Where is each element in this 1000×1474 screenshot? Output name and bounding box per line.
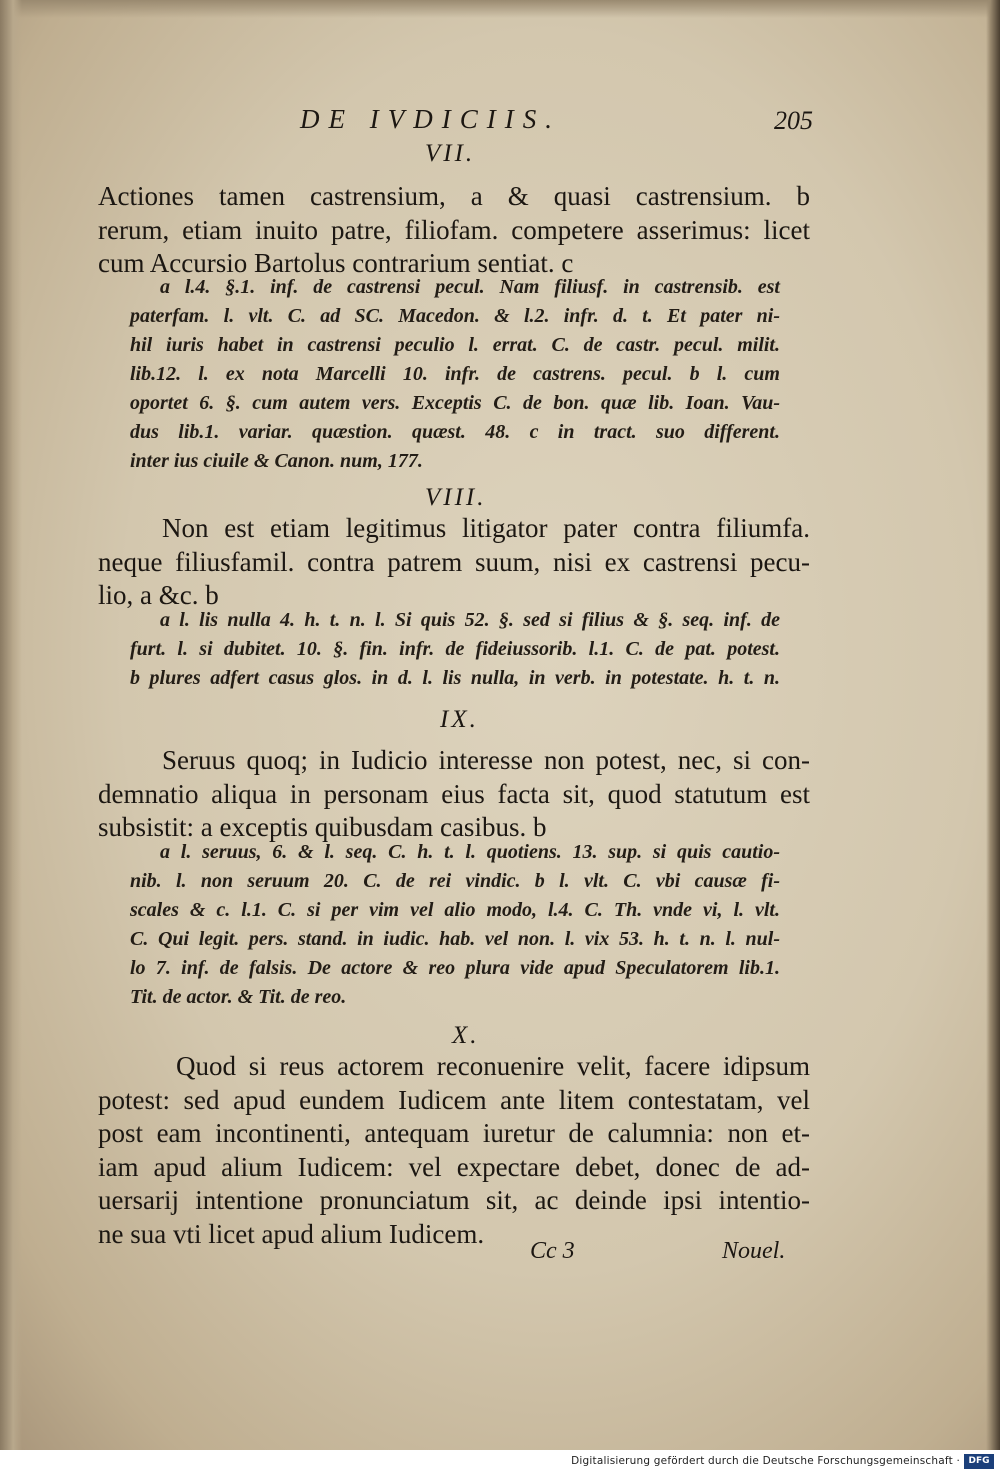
body-line: iam apud alium Iudicem: vel expectare debet, donec de ad- xyxy=(98,1151,810,1182)
note-line: oportet 6. §. cum autem vers. Exceptis C. de bon. quæ lib. Ioan. Vau- xyxy=(130,392,780,414)
note-line: lib.12. l. ex nota Marcelli 10. infr. de castrens. pecul. b l. cum xyxy=(130,363,780,385)
section-vii-notes xyxy=(130,273,780,476)
note-line: a l.4. §.1. inf. de castrensi pecul. Nam filiusf. in castrensib. est xyxy=(160,276,780,298)
body-line: post eam incontinenti, antequam iuretur de calumnia: non et- xyxy=(98,1118,810,1148)
section-viii-body xyxy=(98,512,810,613)
section-numeral-vii: VII. xyxy=(425,140,476,167)
body-line: uersarij intentione pronunciatum sit, ac deinde ipsi intentio- xyxy=(98,1185,810,1215)
section-numeral-ix: IX. xyxy=(440,706,479,733)
note-line: Tit. de actor. & Tit. de reo. xyxy=(130,986,347,1008)
body-line: subsistit: a exceptis quibusdam casibus. b xyxy=(98,812,547,842)
page-right-shadow xyxy=(986,0,1000,1450)
section-numeral-x: X. xyxy=(452,1022,480,1049)
section-numeral-viii: VIII. xyxy=(425,484,487,511)
note-line: nib. l. non seruum 20. C. de rei vindic. b l. vlt. C. vbi causæ fi- xyxy=(130,870,780,892)
section-viii-notes xyxy=(130,606,780,693)
body-line: cum Accursio Bartolus contrarium sentiat. c xyxy=(98,248,574,278)
body-line: potest: sed apud eundem Iudicem ante litem contestatam, vel xyxy=(98,1084,810,1115)
funding-credit: Digitalisierung gefördert durch die Deutsche Forschungsgemeinschaft · xyxy=(571,1455,960,1467)
note-line: hil iuris habet in castrensi peculio l. errat. C. de castr. pecul. milit. xyxy=(130,334,780,356)
note-line: C. Qui legit. pers. stand. in iudic. hab. vel non. l. vix 53. h. t. n. l. nul- xyxy=(130,928,780,950)
body-line: Non est etiam legitimus litigator pater contra filiumfa. xyxy=(162,513,810,543)
signature-mark: Cc 3 xyxy=(530,1238,575,1264)
section-ix-notes xyxy=(130,838,780,1012)
body-line: ne sua vti licet apud alium Iudicem. xyxy=(98,1218,485,1249)
section-x-body xyxy=(98,1050,810,1251)
dfg-logo: DFG xyxy=(964,1454,994,1469)
body-line: Quod si reus actorem reconuenire velit, facere idipsum xyxy=(176,1051,810,1081)
body-line: Seruus quoq; in Iudicio interesse non potest, nec, si con- xyxy=(162,745,810,775)
section-vii-body xyxy=(98,180,810,281)
note-line: b plures adfert casus glos. in d. l. lis nulla, in verb. in potestate. h. t. n. xyxy=(130,667,780,689)
body-line: neque filiusfamil. contra patrem suum, nisi ex castrensi pecu- xyxy=(98,546,810,577)
footer-bar xyxy=(0,1450,1000,1474)
body-line: rerum, etiam inuito patre, filiofam. competere asserimus: licet xyxy=(98,214,810,245)
body-line: demnatio aliqua in personam eius facta sit, quod statutum est xyxy=(98,778,810,809)
body-line: lio, a &c. b xyxy=(98,580,219,610)
note-line: paterfam. l. vlt. C. ad SC. Macedon. & l.2. infr. d. t. Et pater ni- xyxy=(130,305,780,327)
catchword: Nouel. xyxy=(722,1238,786,1264)
note-line: lo 7. inf. de falsis. De actore & reo plura vide apud Speculatorem lib.1. xyxy=(130,957,780,979)
note-line: scales & c. l.1. C. si per vim vel alio modo, l.4. C. Th. vnde vi, l. vlt. xyxy=(130,899,780,921)
note-line: furt. l. si dubitet. 10. §. fin. infr. de fideiussorib. l.1. C. de pat. potest. xyxy=(130,638,780,660)
page-number: 205 xyxy=(774,106,813,135)
running-title: DE IVDICIIS. xyxy=(300,104,561,134)
page-left-shadow xyxy=(0,0,22,1450)
note-line: a l. seruus, 6. & l. seq. C. h. t. l. quotiens. 13. sup. si quis cautio- xyxy=(160,841,780,863)
body-line: Actiones tamen castrensium, a & quasi castrensium. b xyxy=(98,181,810,211)
note-line: a l. lis nulla 4. h. t. n. l. Si quis 52. §. sed si filius & §. seq. inf. de xyxy=(160,609,780,631)
section-ix-body xyxy=(98,744,810,845)
note-line: inter ius ciuile & Canon. num, 177. xyxy=(130,450,423,472)
note-line: dus lib.1. variar. quæstion. quæst. 48. c in tract. suo different. xyxy=(130,421,780,443)
page-top-shadow xyxy=(0,0,1000,18)
